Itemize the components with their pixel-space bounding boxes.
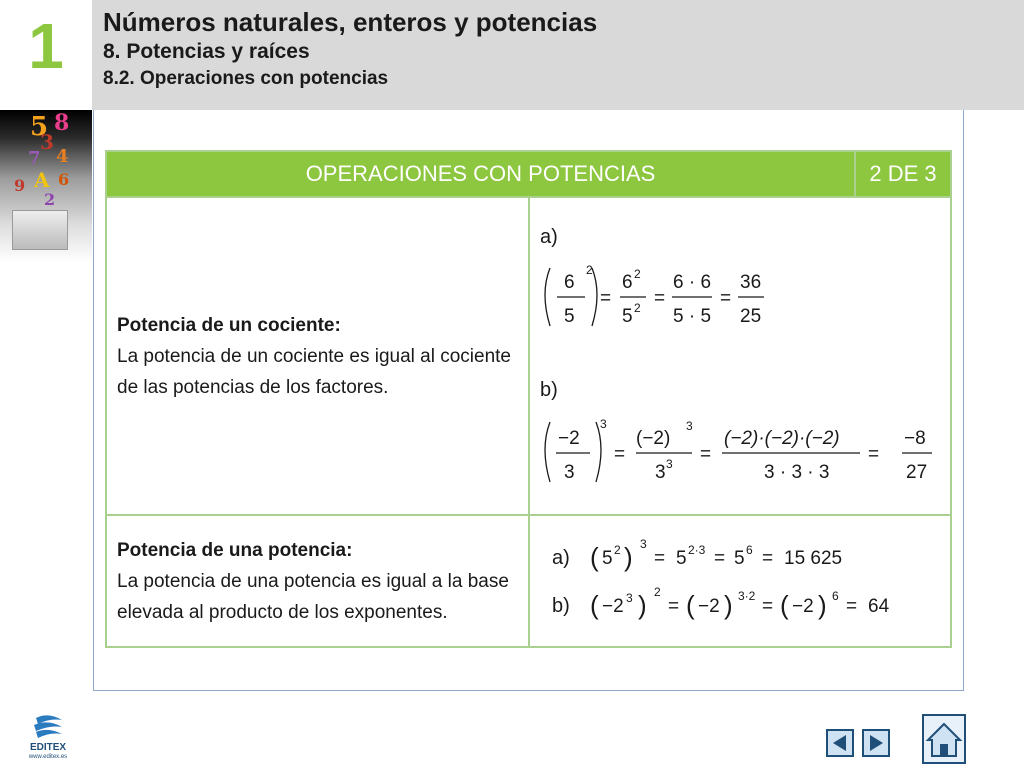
svg-text:(−2): (−2) <box>636 428 671 449</box>
box-graphic <box>12 210 68 250</box>
table-header-row <box>106 151 951 197</box>
editex-logo-icon <box>18 714 78 760</box>
svg-text:=: = <box>700 444 712 465</box>
svg-text:): ) <box>624 542 633 572</box>
step-denominator: 5 <box>622 306 633 327</box>
result-denominator: 25 <box>740 306 762 327</box>
svg-text:2: 2 <box>614 543 621 557</box>
triangle-left-icon <box>830 733 850 753</box>
exponent: 2 <box>586 263 593 277</box>
svg-text:−8: −8 <box>904 428 926 449</box>
svg-text:): ) <box>638 590 647 620</box>
chapter-number: 1 <box>28 10 64 82</box>
page-indicator: 2 DE 3 <box>855 151 951 197</box>
previous-button[interactable] <box>826 729 854 757</box>
svg-text:5: 5 <box>602 548 613 569</box>
svg-text:6: 6 <box>832 589 839 603</box>
svg-text:3: 3 <box>600 417 607 431</box>
rule-text: La potencia de una potencia es igual a la base elevada al producto de los exponentes. <box>117 570 509 623</box>
svg-text:=: = <box>720 288 732 309</box>
svg-text:(: ( <box>590 542 599 572</box>
power-of-power-formulas <box>530 516 950 646</box>
example-cell <box>529 197 951 515</box>
svg-text:3: 3 <box>640 537 647 551</box>
svg-text:−2: −2 <box>792 596 814 617</box>
svg-text:5: 5 <box>676 548 687 569</box>
svg-text:=: = <box>614 444 626 465</box>
example-label: a) <box>552 547 570 569</box>
svg-text:3·2: 3·2 <box>738 589 756 603</box>
next-button[interactable] <box>862 729 890 757</box>
svg-text:6 · 6: 6 · 6 <box>673 272 712 293</box>
svg-text:2·3: 2·3 <box>688 543 706 557</box>
svg-text:2: 2 <box>634 301 641 315</box>
table-title: OPERACIONES CON POTENCIAS <box>106 151 855 197</box>
house-icon <box>924 716 964 762</box>
svg-text:(−2)·(−2)·(−2): (−2)·(−2)·(−2) <box>724 428 840 449</box>
svg-text:5: 5 <box>734 548 745 569</box>
table-row <box>106 197 951 515</box>
svg-text:=: = <box>714 548 726 569</box>
subsection-title: 8.2. Operaciones con potencias <box>103 68 389 89</box>
step-numerator: 6 <box>622 272 633 293</box>
svg-text:−2: −2 <box>558 428 580 449</box>
header-text <box>103 6 597 92</box>
rule-cell <box>106 197 529 515</box>
svg-text:3 · 3 · 3: 3 · 3 · 3 <box>764 462 830 483</box>
svg-text:3: 3 <box>655 462 666 483</box>
rule-text: La potencia de un cociente es igual al cociente de las potencias de los factores. <box>117 345 511 398</box>
example-label: a) <box>540 226 558 248</box>
svg-text:=: = <box>846 596 858 617</box>
svg-text:3: 3 <box>626 591 633 605</box>
svg-text:2: 2 <box>654 585 661 599</box>
svg-text:=: = <box>600 288 612 309</box>
base-denominator: 5 <box>564 306 575 327</box>
svg-text:=: = <box>868 444 880 465</box>
editex-logo[interactable] <box>18 714 78 760</box>
triangle-right-icon <box>866 733 886 753</box>
example-label: b) <box>540 379 558 401</box>
svg-text:=: = <box>654 548 666 569</box>
svg-text:(: ( <box>590 590 599 620</box>
logo-url: www.editex.es <box>28 754 68 760</box>
section-title: 8. Potencias y raíces <box>103 40 310 63</box>
svg-text:=: = <box>762 596 774 617</box>
svg-text:3: 3 <box>686 419 693 433</box>
svg-text:): ) <box>724 590 733 620</box>
result: 15 625 <box>784 548 843 569</box>
result: 64 <box>868 596 890 617</box>
svg-text:6: 6 <box>746 543 753 557</box>
numbers-collage-image: 5 8 3 7 4 A 6 9 2 <box>0 110 92 262</box>
example-cell <box>529 515 951 647</box>
example-label: b) <box>552 595 570 617</box>
rule-title: Potencia de un cociente: <box>117 314 341 336</box>
home-button[interactable] <box>922 714 966 764</box>
svg-text:=: = <box>762 548 774 569</box>
svg-text:−2: −2 <box>698 596 720 617</box>
rule-cell <box>106 515 529 647</box>
result-numerator: 36 <box>740 272 762 293</box>
svg-text:(: ( <box>780 590 789 620</box>
base-numerator: 6 <box>564 272 575 293</box>
svg-text:−2: −2 <box>602 596 624 617</box>
logo-text: EDITEX <box>29 742 67 753</box>
svg-text:(: ( <box>686 590 695 620</box>
rule-title: Potencia de una potencia: <box>117 539 353 561</box>
svg-text:3: 3 <box>666 457 673 471</box>
chapter-badge <box>0 0 92 110</box>
quotient-power-formulas <box>530 198 950 514</box>
table-row <box>106 515 951 647</box>
operations-table <box>105 150 952 648</box>
svg-text:): ) <box>818 590 827 620</box>
svg-text:2: 2 <box>634 267 641 281</box>
svg-text:=: = <box>668 596 680 617</box>
svg-text:27: 27 <box>906 462 928 483</box>
page-title: Números naturales, enteros y potencias <box>103 7 598 37</box>
svg-text:=: = <box>654 288 666 309</box>
svg-text:5 · 5: 5 · 5 <box>673 306 712 327</box>
svg-text:3: 3 <box>564 462 575 483</box>
